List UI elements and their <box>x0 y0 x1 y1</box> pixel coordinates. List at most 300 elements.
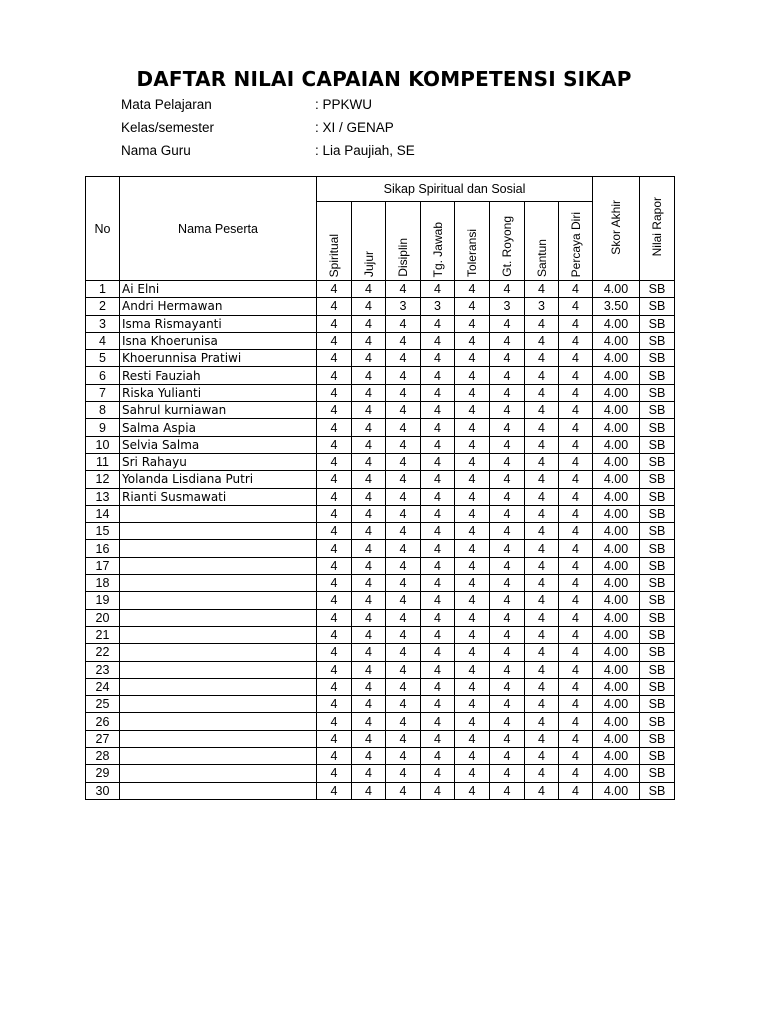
cell-score: 4 <box>559 575 593 592</box>
header-aspect <box>559 202 593 281</box>
cell-score: 4 <box>386 332 421 349</box>
cell-score: 4 <box>525 540 559 557</box>
cell-score: 4 <box>490 367 525 384</box>
cell-score: 4 <box>386 782 421 799</box>
cell-score: 4 <box>421 367 455 384</box>
cell-no: 18 <box>86 575 120 592</box>
cell-name: Yolanda Lisdiana Putri <box>120 471 317 488</box>
cell-score: 4 <box>455 730 490 747</box>
table-row <box>86 367 675 384</box>
cell-score: 4 <box>490 644 525 661</box>
table-row <box>86 696 675 713</box>
cell-score: 4 <box>490 384 525 401</box>
meta-value: : PPKWU <box>315 97 373 112</box>
cell-score: 4 <box>421 350 455 367</box>
cell-rapor: SB <box>640 523 675 540</box>
cell-skor: 4.00 <box>593 696 640 713</box>
cell-score: 4 <box>386 644 421 661</box>
cell-score: 4 <box>317 644 352 661</box>
cell-score: 4 <box>386 765 421 782</box>
cell-score: 4 <box>490 332 525 349</box>
cell-score: 4 <box>490 713 525 730</box>
cell-name: Ai Elni <box>120 281 317 298</box>
cell-score: 4 <box>352 678 386 695</box>
cell-score: 4 <box>317 765 352 782</box>
cell-score: 4 <box>317 419 352 436</box>
cell-score: 4 <box>421 626 455 643</box>
cell-no: 25 <box>86 696 120 713</box>
cell-score: 4 <box>525 488 559 505</box>
table-row <box>86 730 675 747</box>
cell-score: 4 <box>352 384 386 401</box>
cell-name: Sri Rahayu <box>120 453 317 470</box>
cell-score: 4 <box>317 488 352 505</box>
table-row <box>86 609 675 626</box>
cell-skor: 4.00 <box>593 453 640 470</box>
cell-score: 4 <box>525 436 559 453</box>
cell-score: 4 <box>455 332 490 349</box>
meta-label: Kelas/semester <box>121 120 215 135</box>
table-row <box>86 540 675 557</box>
cell-score: 4 <box>455 453 490 470</box>
header-aspect-label: Percaya Diri <box>568 211 583 277</box>
cell-no: 22 <box>86 644 120 661</box>
cell-skor: 4.00 <box>593 540 640 557</box>
cell-name <box>120 592 317 609</box>
cell-score: 4 <box>455 678 490 695</box>
cell-score: 4 <box>317 332 352 349</box>
cell-no: 2 <box>86 298 120 315</box>
cell-score: 4 <box>317 730 352 747</box>
cell-no: 17 <box>86 557 120 574</box>
cell-score: 4 <box>421 713 455 730</box>
cell-skor: 4.00 <box>593 367 640 384</box>
cell-score: 4 <box>421 402 455 419</box>
cell-skor: 4.00 <box>593 592 640 609</box>
cell-score: 4 <box>525 575 559 592</box>
cell-score: 4 <box>352 782 386 799</box>
cell-skor: 4.00 <box>593 661 640 678</box>
header-aspect-label: Tg. Jawab <box>430 221 445 277</box>
cell-no: 1 <box>86 281 120 298</box>
cell-no: 9 <box>86 419 120 436</box>
cell-score: 4 <box>352 540 386 557</box>
cell-score: 4 <box>421 782 455 799</box>
cell-score: 4 <box>317 315 352 332</box>
cell-score: 4 <box>490 592 525 609</box>
cell-score: 4 <box>455 540 490 557</box>
cell-score: 4 <box>352 696 386 713</box>
cell-name: Resti Fauziah <box>120 367 317 384</box>
header-aspect <box>490 202 525 281</box>
cell-score: 4 <box>525 782 559 799</box>
cell-score: 4 <box>525 678 559 695</box>
cell-rapor: SB <box>640 540 675 557</box>
cell-no: 7 <box>86 384 120 401</box>
cell-rapor: SB <box>640 471 675 488</box>
cell-score: 4 <box>525 523 559 540</box>
header-skor-label: Skor Akhir <box>609 199 623 255</box>
cell-skor: 4.00 <box>593 713 640 730</box>
cell-skor: 4.00 <box>593 419 640 436</box>
cell-score: 4 <box>455 644 490 661</box>
cell-score: 4 <box>352 488 386 505</box>
cell-no: 23 <box>86 661 120 678</box>
cell-score: 4 <box>525 557 559 574</box>
header-name: Nama Peserta <box>120 177 317 281</box>
cell-score: 4 <box>490 730 525 747</box>
cell-skor: 4.00 <box>593 644 640 661</box>
cell-rapor: SB <box>640 298 675 315</box>
cell-name <box>120 713 317 730</box>
cell-skor: 4.00 <box>593 384 640 401</box>
cell-score: 4 <box>386 592 421 609</box>
table-row <box>86 644 675 661</box>
cell-rapor: SB <box>640 436 675 453</box>
cell-score: 4 <box>559 419 593 436</box>
table-row <box>86 350 675 367</box>
table-row <box>86 765 675 782</box>
cell-score: 4 <box>386 713 421 730</box>
cell-score: 4 <box>455 298 490 315</box>
cell-score: 4 <box>525 609 559 626</box>
header-aspect <box>317 202 352 281</box>
cell-score: 4 <box>490 765 525 782</box>
table-row <box>86 471 675 488</box>
cell-rapor: SB <box>640 609 675 626</box>
cell-name <box>120 626 317 643</box>
cell-name <box>120 678 317 695</box>
cell-score: 4 <box>525 350 559 367</box>
cell-score: 4 <box>525 367 559 384</box>
cell-score: 4 <box>386 367 421 384</box>
cell-score: 4 <box>455 748 490 765</box>
cell-name <box>120 661 317 678</box>
cell-score: 4 <box>352 730 386 747</box>
cell-score: 4 <box>421 384 455 401</box>
cell-name <box>120 523 317 540</box>
cell-score: 4 <box>386 626 421 643</box>
cell-rapor: SB <box>640 765 675 782</box>
cell-score: 4 <box>559 298 593 315</box>
cell-score: 4 <box>490 436 525 453</box>
cell-score: 4 <box>455 402 490 419</box>
header-aspect <box>525 202 559 281</box>
cell-score: 4 <box>455 575 490 592</box>
grades-table <box>85 176 675 800</box>
cell-score: 4 <box>455 488 490 505</box>
cell-name <box>120 609 317 626</box>
cell-score: 4 <box>352 315 386 332</box>
cell-score: 4 <box>317 505 352 522</box>
cell-score: 4 <box>421 523 455 540</box>
cell-skor: 4.00 <box>593 765 640 782</box>
meta-value: : XI / GENAP <box>315 120 394 135</box>
header-rapor-label: Nilai Rapor <box>650 197 664 257</box>
cell-score: 4 <box>317 350 352 367</box>
cell-score: 4 <box>421 471 455 488</box>
cell-score: 4 <box>421 730 455 747</box>
cell-skor: 4.00 <box>593 488 640 505</box>
cell-skor: 4.00 <box>593 748 640 765</box>
cell-score: 4 <box>559 540 593 557</box>
cell-score: 4 <box>386 748 421 765</box>
cell-score: 4 <box>559 350 593 367</box>
cell-name <box>120 765 317 782</box>
cell-score: 4 <box>352 402 386 419</box>
cell-score: 4 <box>559 730 593 747</box>
header-aspect-label: Gt. Royong <box>500 216 514 277</box>
cell-score: 4 <box>352 298 386 315</box>
cell-score: 4 <box>455 350 490 367</box>
cell-rapor: SB <box>640 748 675 765</box>
header-no: No <box>86 177 120 281</box>
cell-score: 4 <box>421 765 455 782</box>
table-row <box>86 419 675 436</box>
header-aspect <box>386 202 421 281</box>
cell-score: 4 <box>559 384 593 401</box>
cell-score: 4 <box>525 453 559 470</box>
cell-no: 26 <box>86 713 120 730</box>
meta-value: : Lia Paujiah, SE <box>315 143 415 158</box>
cell-score: 4 <box>352 436 386 453</box>
cell-score: 4 <box>352 350 386 367</box>
cell-score: 4 <box>525 661 559 678</box>
cell-score: 4 <box>317 367 352 384</box>
cell-skor: 4.00 <box>593 332 640 349</box>
cell-score: 4 <box>490 626 525 643</box>
cell-score: 4 <box>317 782 352 799</box>
cell-no: 11 <box>86 453 120 470</box>
cell-score: 4 <box>559 281 593 298</box>
cell-score: 4 <box>455 315 490 332</box>
header-rapor <box>640 177 675 281</box>
cell-name: Andri Hermawan <box>120 298 317 315</box>
cell-score: 4 <box>525 332 559 349</box>
cell-score: 4 <box>317 557 352 574</box>
cell-rapor: SB <box>640 384 675 401</box>
cell-score: 4 <box>525 471 559 488</box>
cell-score: 4 <box>455 436 490 453</box>
cell-rapor: SB <box>640 696 675 713</box>
cell-score: 4 <box>455 713 490 730</box>
cell-no: 29 <box>86 765 120 782</box>
cell-score: 4 <box>317 523 352 540</box>
cell-name: Salma Aspia <box>120 419 317 436</box>
cell-score: 4 <box>455 471 490 488</box>
cell-score: 4 <box>386 696 421 713</box>
cell-score: 4 <box>317 592 352 609</box>
table-row <box>86 315 675 332</box>
cell-score: 4 <box>317 540 352 557</box>
cell-rapor: SB <box>640 557 675 574</box>
cell-no: 13 <box>86 488 120 505</box>
cell-score: 4 <box>559 696 593 713</box>
cell-score: 4 <box>386 453 421 470</box>
header-aspect <box>421 202 455 281</box>
cell-score: 4 <box>455 592 490 609</box>
cell-score: 4 <box>559 367 593 384</box>
cell-score: 4 <box>352 609 386 626</box>
cell-score: 4 <box>490 782 525 799</box>
cell-score: 4 <box>421 419 455 436</box>
cell-score: 4 <box>421 644 455 661</box>
cell-score: 4 <box>352 332 386 349</box>
cell-score: 4 <box>317 436 352 453</box>
table-row <box>86 782 675 799</box>
cell-score: 4 <box>421 592 455 609</box>
cell-score: 4 <box>317 626 352 643</box>
cell-score: 4 <box>352 661 386 678</box>
cell-score: 4 <box>421 748 455 765</box>
cell-score: 4 <box>525 696 559 713</box>
cell-score: 4 <box>421 696 455 713</box>
cell-score: 4 <box>559 436 593 453</box>
table-row <box>86 384 675 401</box>
cell-score: 4 <box>455 765 490 782</box>
cell-score: 4 <box>352 453 386 470</box>
meta-label: Nama Guru <box>121 143 191 158</box>
cell-score: 4 <box>525 315 559 332</box>
cell-score: 4 <box>559 523 593 540</box>
cell-score: 4 <box>421 678 455 695</box>
cell-score: 4 <box>455 419 490 436</box>
cell-score: 4 <box>559 402 593 419</box>
table-row <box>86 592 675 609</box>
cell-score: 4 <box>525 281 559 298</box>
cell-rapor: SB <box>640 575 675 592</box>
cell-score: 4 <box>386 350 421 367</box>
cell-skor: 4.00 <box>593 575 640 592</box>
cell-score: 4 <box>455 384 490 401</box>
cell-score: 4 <box>421 575 455 592</box>
cell-name <box>120 782 317 799</box>
table-row <box>86 505 675 522</box>
cell-score: 4 <box>455 626 490 643</box>
cell-no: 8 <box>86 402 120 419</box>
cell-score: 4 <box>525 748 559 765</box>
cell-score: 4 <box>559 748 593 765</box>
cell-score: 4 <box>559 332 593 349</box>
cell-score: 4 <box>490 678 525 695</box>
cell-no: 6 <box>86 367 120 384</box>
cell-score: 4 <box>421 488 455 505</box>
cell-name <box>120 540 317 557</box>
cell-no: 30 <box>86 782 120 799</box>
cell-score: 4 <box>317 471 352 488</box>
cell-name <box>120 505 317 522</box>
cell-rapor: SB <box>640 488 675 505</box>
cell-score: 4 <box>421 661 455 678</box>
cell-skor: 4.00 <box>593 557 640 574</box>
cell-score: 4 <box>352 505 386 522</box>
cell-name <box>120 575 317 592</box>
cell-score: 4 <box>490 471 525 488</box>
cell-score: 4 <box>559 505 593 522</box>
cell-name <box>120 696 317 713</box>
cell-name: Selvia Salma <box>120 436 317 453</box>
cell-score: 4 <box>559 765 593 782</box>
cell-rapor: SB <box>640 644 675 661</box>
cell-score: 4 <box>317 678 352 695</box>
cell-score: 4 <box>386 419 421 436</box>
cell-skor: 4.00 <box>593 678 640 695</box>
cell-name <box>120 730 317 747</box>
cell-skor: 4.00 <box>593 350 640 367</box>
cell-score: 4 <box>386 315 421 332</box>
cell-score: 4 <box>559 488 593 505</box>
cell-no: 3 <box>86 315 120 332</box>
document-title: DAFTAR NILAI CAPAIAN KOMPETENSI SIKAP <box>136 67 632 91</box>
cell-no: 24 <box>86 678 120 695</box>
header-aspect-label: Spiritual <box>327 233 341 277</box>
cell-score: 4 <box>455 782 490 799</box>
cell-score: 4 <box>317 453 352 470</box>
header-aspect-label: Santun <box>534 238 549 277</box>
cell-score: 4 <box>421 557 455 574</box>
cell-rapor: SB <box>640 782 675 799</box>
table-row <box>86 661 675 678</box>
cell-score: 4 <box>559 609 593 626</box>
cell-score: 4 <box>421 540 455 557</box>
cell-score: 4 <box>525 765 559 782</box>
cell-score: 4 <box>386 281 421 298</box>
cell-rapor: SB <box>640 315 675 332</box>
table-row <box>86 748 675 765</box>
cell-score: 4 <box>455 505 490 522</box>
table-row <box>86 557 675 574</box>
cell-score: 4 <box>317 384 352 401</box>
table-row <box>86 626 675 643</box>
cell-skor: 4.00 <box>593 782 640 799</box>
table-row <box>86 678 675 695</box>
cell-skor: 4.00 <box>593 471 640 488</box>
cell-score: 4 <box>559 626 593 643</box>
cell-score: 4 <box>455 661 490 678</box>
table-row <box>86 281 675 298</box>
table-row <box>86 575 675 592</box>
cell-name: Riska Yulianti <box>120 384 317 401</box>
cell-score: 4 <box>455 696 490 713</box>
cell-score: 4 <box>525 505 559 522</box>
cell-score: 4 <box>352 523 386 540</box>
cell-no: 5 <box>86 350 120 367</box>
cell-score: 4 <box>490 540 525 557</box>
cell-score: 4 <box>559 453 593 470</box>
cell-score: 4 <box>525 384 559 401</box>
cell-score: 4 <box>352 419 386 436</box>
table-row <box>86 402 675 419</box>
cell-name: Khoerunnisa Pratiwi <box>120 350 317 367</box>
table-row <box>86 488 675 505</box>
cell-score: 4 <box>352 713 386 730</box>
cell-score: 4 <box>386 436 421 453</box>
cell-rapor: SB <box>640 350 675 367</box>
cell-score: 4 <box>421 315 455 332</box>
cell-no: 19 <box>86 592 120 609</box>
cell-no: 14 <box>86 505 120 522</box>
cell-rapor: SB <box>640 453 675 470</box>
cell-score: 4 <box>559 557 593 574</box>
header-aspect-label: Disiplin <box>396 238 410 277</box>
cell-score: 4 <box>490 661 525 678</box>
header-group: Sikap Spiritual dan Sosial <box>317 177 593 202</box>
cell-rapor: SB <box>640 281 675 298</box>
cell-score: 4 <box>352 626 386 643</box>
cell-score: 4 <box>455 281 490 298</box>
cell-skor: 4.00 <box>593 281 640 298</box>
cell-rapor: SB <box>640 402 675 419</box>
